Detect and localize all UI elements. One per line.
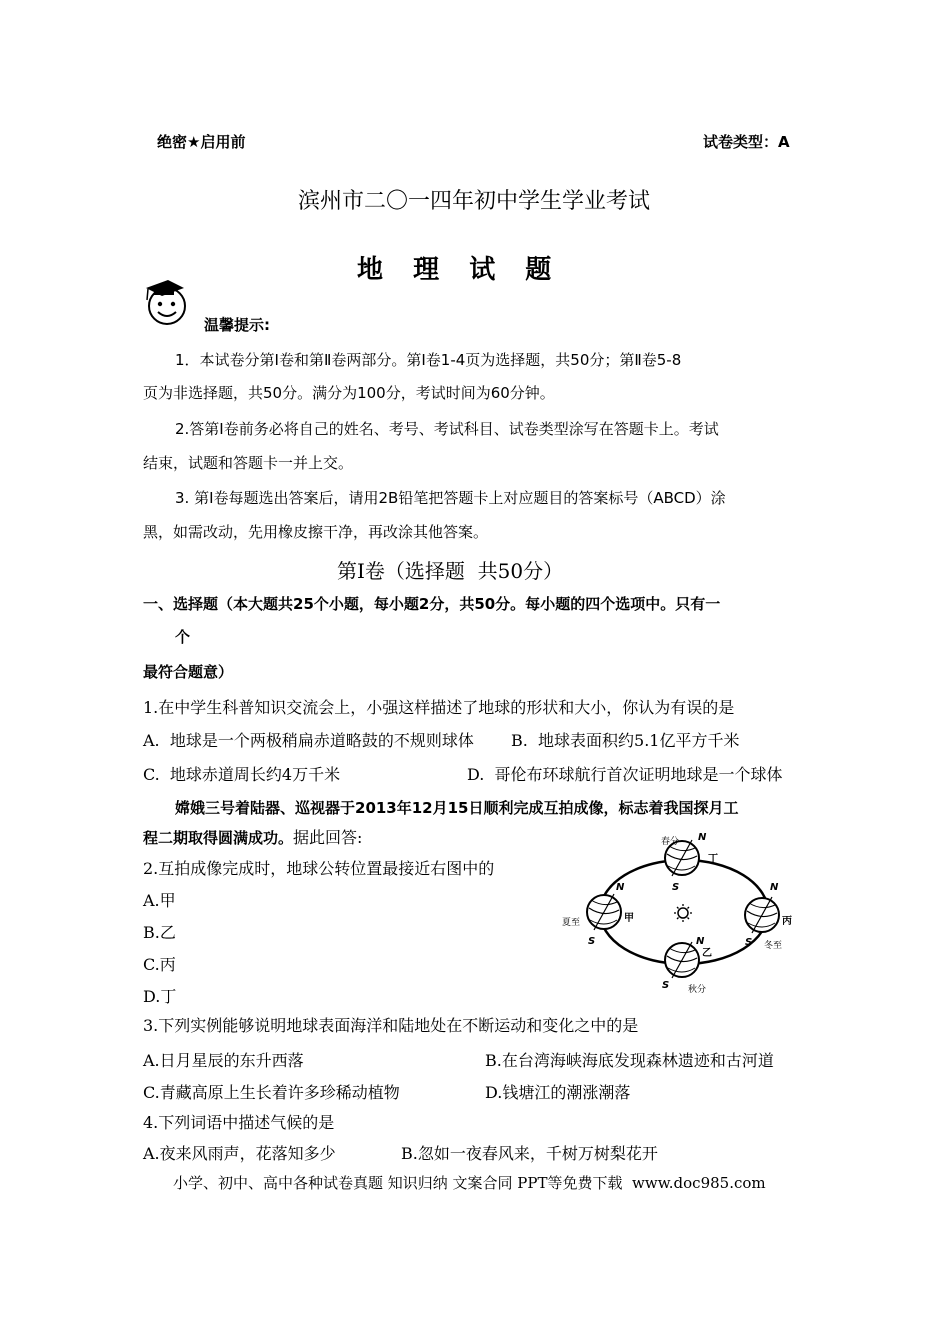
- question-3-option-a: A.日月星辰的东升西落: [143, 1051, 304, 1070]
- label-winter: 冬至: [764, 941, 783, 951]
- question-1-stem: 1.在中学生科普知识交流会上，小强这样描述了地球的形状和大小，你认为有误的是: [143, 698, 735, 717]
- question-1-option-b: B. 地球表面积约5.1亿平方千米: [511, 731, 740, 750]
- tip-2-line-1: 2.答第Ⅰ卷前务必将自己的姓名、考号、考试科目、试卷类型涂写在答题卡上。考试: [175, 420, 719, 438]
- context-line-1: 嫦娥三号着陆器、巡视器于2013年12月15日顺利完成互拍成像，标志着我国探月工: [175, 799, 739, 817]
- tip-1-line-2: 页为非选择题，共50分。满分为100分，考试时间为60分钟。: [143, 384, 555, 402]
- context-line-2-rest: 据此回答:: [293, 828, 363, 847]
- label-yi: 乙: [702, 948, 712, 959]
- question-3-option-b: B.在台湾海峡海底发现森林遗迹和古河道: [485, 1051, 774, 1070]
- label-n-top: N: [698, 832, 707, 843]
- tip-3-line-2: 黑，如需改动，先用橡皮擦干净，再改涂其他答案。: [143, 523, 489, 541]
- label-s-bottom: S: [662, 980, 670, 991]
- label-ding: 丁: [708, 854, 718, 865]
- context-line-2: [143, 825, 362, 848]
- question-4-option-b: B.忽如一夜春风来，千树万树梨花开: [401, 1144, 658, 1163]
- label-jia: 甲: [624, 913, 634, 924]
- context-line-2-bold: 程二期取得圆满成功。: [143, 829, 294, 847]
- secret-label: 绝密★启用前: [157, 133, 246, 151]
- tip-1-line-1: 1．本试卷分第Ⅰ卷和第Ⅱ卷两部分。第Ⅰ卷1-4页为选择题，共50分；第Ⅱ卷5-8: [175, 351, 682, 369]
- exam-title: 滨州市二〇一四年初中学生学业考试: [298, 189, 651, 214]
- question-1-option-d: D. 哥伦布环球航行首次证明地球是一个球体: [467, 765, 783, 784]
- question-1-option-a: A. 地球是一个两极稍扁赤道略鼓的不规则球体: [143, 731, 474, 750]
- earth-orbit-diagram: [548, 820, 798, 1000]
- section-instruction-line-3: 最符合题意）: [143, 663, 234, 681]
- tip-3-line-1: 3. 第Ⅰ卷每题选出答案后，请用2B铅笔把答题卡上对应题目的答案标号（ABCD）涂: [175, 489, 726, 507]
- label-n-bottom: N: [696, 936, 705, 947]
- question-2-option-a: A.甲: [143, 891, 176, 910]
- subject-title: 地 理 试 题: [357, 255, 556, 285]
- question-2-option-b: B.乙: [143, 923, 176, 942]
- question-4-stem: 4.下列词语中描述气候的是: [143, 1113, 335, 1132]
- question-2-stem: 2.互拍成像完成时，地球公转位置最接近右图中的: [143, 859, 495, 878]
- section-instruction-line-2: 个: [175, 628, 191, 646]
- earth-winter: [745, 897, 779, 933]
- tip-2-line-2: 结束，试题和答题卡一并上交。: [143, 454, 354, 472]
- section-title: 第Ⅰ卷（选择题 共50分）: [337, 559, 564, 583]
- question-3-stem: 3.下列实例能够说明地球表面海洋和陆地处在不断运动和变化之中的是: [143, 1016, 639, 1035]
- section-instruction-line-1: 一、选择题（本大题共25个小题，每小题2分，共50分。每小题的四个选项中。只有一: [143, 595, 721, 613]
- label-autumn: 秋分: [688, 985, 707, 995]
- label-spring: 春分: [661, 837, 680, 847]
- paper-type-label: 试卷类型：A: [703, 133, 790, 151]
- label-bing: 丙: [782, 916, 792, 927]
- label-summer: 夏至: [562, 918, 581, 928]
- question-2-option-d: D.丁: [143, 987, 177, 1006]
- sun-icon: [674, 904, 692, 922]
- label-n-right: N: [770, 882, 779, 893]
- label-n-left: N: [616, 882, 625, 893]
- question-4-option-a: A.夜来风雨声，花落知多少: [143, 1144, 336, 1163]
- question-3-option-c: C.青藏高原上生长着许多珍稀动植物: [143, 1083, 400, 1102]
- label-s-right: S: [745, 937, 753, 948]
- earth-summer: [587, 894, 621, 930]
- label-s-left: S: [588, 936, 596, 947]
- question-2-option-c: C.丙: [143, 955, 176, 974]
- smiley-icon: [140, 278, 192, 328]
- question-3-option-d: D.钱塘江的潮涨潮落: [485, 1083, 631, 1102]
- earth-autumn: [665, 942, 699, 978]
- label-s-top: S: [672, 882, 680, 893]
- footer-text: 小学、初中、高中各种试卷真题 知识归纳 文案合同 PPT等免费下载 www.doc985.com: [173, 1174, 766, 1192]
- tips-heading: 温馨提示:: [204, 316, 270, 334]
- question-1-option-c: C. 地球赤道周长约4万千米: [143, 765, 341, 784]
